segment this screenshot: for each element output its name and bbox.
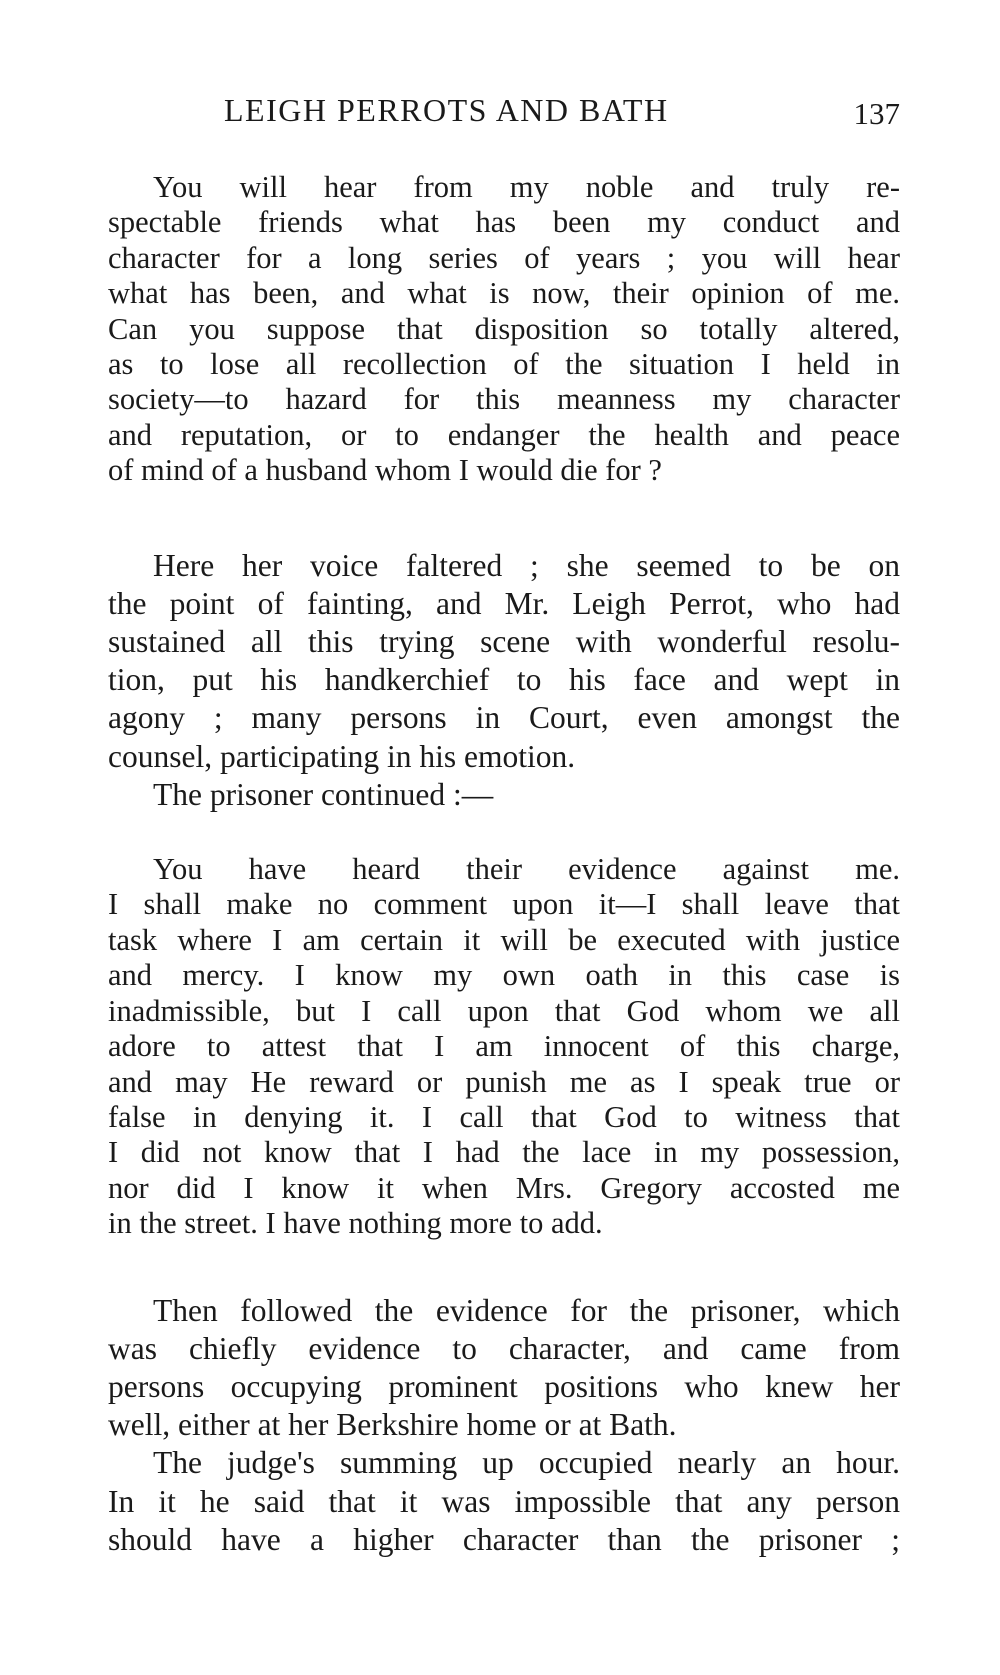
text-line: I did not know that I had the lace in my possession, <box>108 1135 900 1170</box>
text-line: sustained all this trying scene with wonderful resolu- <box>108 624 900 660</box>
text-line: persons occupying prominent positions who knew her <box>108 1368 900 1404</box>
text-line: of mind of a husband whom I would die for ? <box>108 453 662 488</box>
text-line: You have heard their evidence against me. <box>153 852 900 887</box>
text-line: adore to attest that I am innocent of this charge, <box>108 1029 900 1064</box>
text-line: and mercy. I know my own oath in this case is <box>108 958 900 993</box>
text-line: Here her voice faltered ; she seemed to be on <box>153 547 900 583</box>
body-paragraph <box>108 1292 900 1445</box>
text-line: and reputation, or to endanger the health and peace <box>108 417 900 452</box>
text-line: The judge's summing up occupied nearly an hour. <box>153 1445 900 1481</box>
text-line: false in denying it. I call that God to witness that <box>108 1099 900 1134</box>
text-line: The prisoner continued :— <box>153 776 494 812</box>
text-line: tion, put his handkerchief to his face and wept in <box>108 662 900 698</box>
body-paragraph <box>108 547 900 776</box>
text-line: in the street. I have nothing more to add. <box>108 1206 603 1241</box>
text-line: should have a higher character than the prisoner ; <box>108 1521 900 1557</box>
text-line: You will hear from my noble and truly re- <box>153 170 900 204</box>
text-line: Then followed the evidence for the prisoner, which <box>153 1292 900 1328</box>
text-line: spectable friends what has been my conduct and <box>108 205 900 240</box>
book-page <box>108 92 900 1559</box>
text-line: inadmissible, but I call upon that God whom we all <box>108 993 900 1028</box>
narrative-section-1 <box>108 547 900 814</box>
body-paragraph <box>108 1444 900 1559</box>
text-line: In it he said that it was impossible that any person <box>108 1483 900 1519</box>
text-line: the point of fainting, and Mr. Leigh Perrot, who had <box>108 585 900 621</box>
running-title: LEIGH PERROTS AND BATH <box>224 92 669 128</box>
page-number: 137 <box>853 96 900 131</box>
text-line: I shall make no comment upon it—I shall leave that <box>108 887 900 922</box>
narrative-section-2 <box>108 1292 900 1559</box>
text-line: what has been, and what is now, their opinion of me. <box>108 276 900 311</box>
text-line: agony ; many persons in Court, even amongst the <box>108 700 900 736</box>
quote-paragraph <box>108 852 900 1241</box>
running-head <box>108 92 900 144</box>
quoted-speech-1 <box>108 170 900 489</box>
text-line: task where I am certain it will be executed with justice <box>108 922 900 957</box>
quote-paragraph <box>108 170 900 489</box>
text-line: counsel, participating in his emotion. <box>108 738 576 774</box>
text-line: well, either at her Berkshire home or at Bath. <box>108 1407 677 1443</box>
body-paragraph <box>108 776 900 814</box>
text-line: and may He reward or punish me as I speak true or <box>108 1064 900 1099</box>
text-line: as to lose all recollection of the situation I held in <box>108 347 900 382</box>
text-line: was chiefly evidence to character, and came from <box>108 1330 900 1366</box>
text-line: nor did I know it when Mrs. Gregory accosted me <box>108 1170 900 1205</box>
text-line: character for a long series of years ; you will hear <box>108 240 900 275</box>
quoted-speech-2 <box>108 852 900 1241</box>
text-line: society—to hazard for this meanness my character <box>108 382 900 417</box>
text-line: Can you suppose that disposition so totally altered, <box>108 311 900 346</box>
